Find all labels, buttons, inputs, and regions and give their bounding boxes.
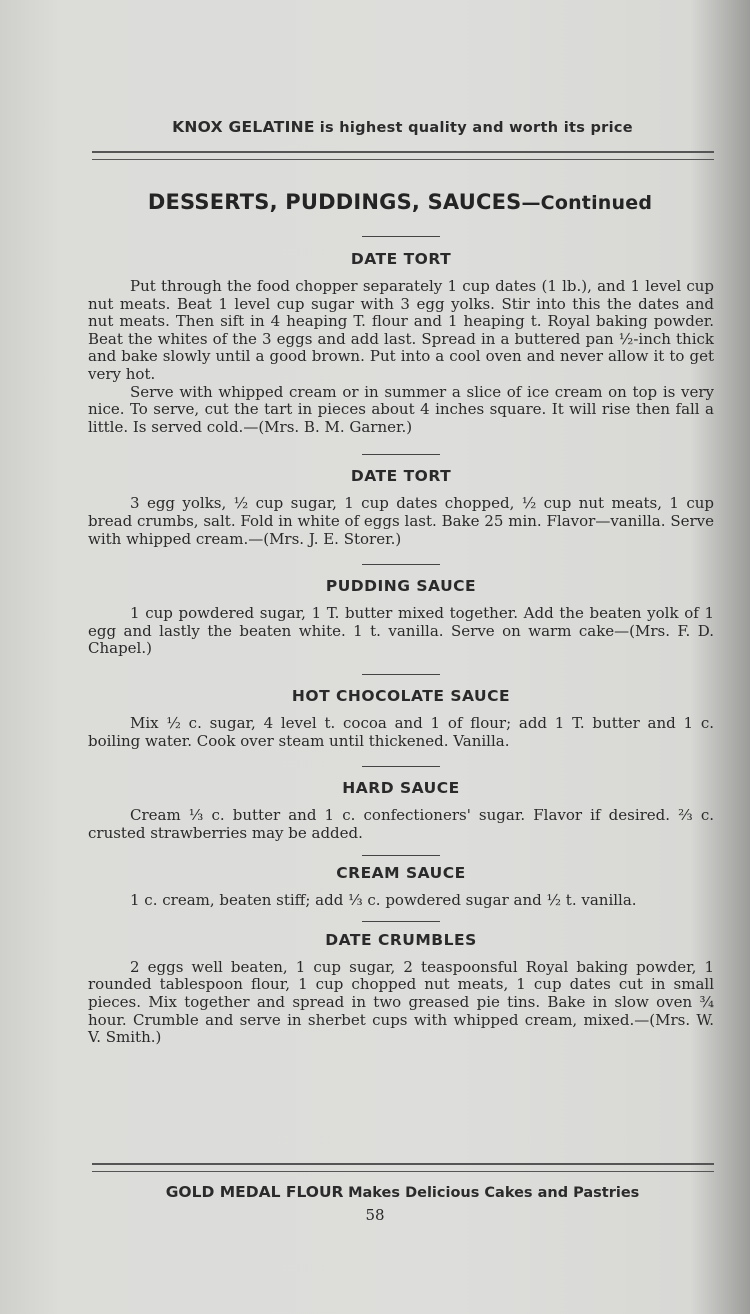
recipe-paragraph: Mix ½ c. sugar, 4 level t. cocoa and 1 of flour; add 1 T. butter and 1 c. boiling water. Cook over steam until thickened. Vanilla. (88, 713, 714, 750)
footer-tagline: Makes Delicious Cakes and Pastries (348, 1185, 640, 1201)
footer-rule (92, 1163, 714, 1172)
page-number: 58 (365, 1206, 385, 1224)
recipe-paragraph: 1 cup powdered sugar, 1 T. butter mixed together. Add the beaten yolk of 1 egg and lastly the beaten white. 1 t. vanilla. Serve on warm cake—(Mrs. F. D. Chapel.) (88, 604, 714, 658)
recipe-paragraph: 2 eggs well beaten, 1 cup sugar, 2 teaspoonsful Royal baking powder, 1 rounded tablespoon flour, 1 cup chopped nut meats, 1 cup dates cut in small pieces. Mix together and spread in two greased pie tins. Bake in slow oven ¾ hour. Crumble and serve in sherbet cups with whipped cream, mixed.—(Mrs. W. V. Smith.) (88, 957, 714, 1047)
recipe-divider (362, 855, 440, 856)
recipe-divider (362, 766, 440, 767)
recipe-title: DATE CRUMBLES (325, 930, 477, 949)
footer-banner (90, 1183, 715, 1201)
section-title-continued: —Continued (521, 192, 653, 214)
section-title (110, 190, 690, 214)
recipe-paragraph: Serve with whipped cream or in summer a slice of ice cream on top is very nice. To serve, cut the tart in pieces about 4 inches square. It will rise then fall a little. Is served cold.—(Mrs. B. M. Garner.) (88, 382, 714, 436)
recipe-title: PUDDING SAUCE (325, 577, 477, 596)
recipe-divider (362, 674, 440, 675)
recipe-divider (362, 564, 440, 565)
recipe-title: HOT CHOCOLATE SAUCE (291, 686, 511, 705)
recipe-title: DATE TORT (350, 250, 452, 268)
header-tagline: is highest quality and worth its price (319, 120, 633, 136)
header-banner (90, 118, 715, 136)
recipe-title: DATE TORT (350, 467, 452, 486)
recipe-list (88, 230, 714, 1047)
recipe-divider (362, 454, 440, 455)
section-title-main: DESSERTS, PUDDINGS, SAUCES (147, 190, 522, 214)
header-rule (92, 151, 714, 160)
header-brand: KNOX GELATINE (172, 118, 315, 136)
recipe-title: HARD SAUCE (342, 779, 460, 798)
recipe-divider (362, 236, 440, 237)
recipe-title: CREAM SAUCE (336, 864, 466, 883)
recipe-paragraph: 3 egg yolks, ½ cup sugar, 1 cup dates chopped, ½ cup nut meats, 1 cup bread crumbs, salt. Fold in white of eggs last. Bake 25 min. Flavor—vanilla. Serve with whipped cream.—(Mrs. J. E. Storer.) (88, 494, 714, 548)
recipe-divider (362, 921, 440, 922)
recipe-paragraph: Cream ⅓ c. butter and 1 c. confectioners' sugar. Flavor if desired. ⅔ c. crusted strawberries may be added. (88, 806, 714, 842)
recipe-paragraph: Put through the food chopper separately 1 cup dates (1 lb.), and 1 level cup nut meats. Beat 1 level cup sugar with 3 egg yolks. Stir into this the dates and nut meats. Then sift in 4 heaping T. flour and 1 heaping t. Royal baking powder. Beat the whites of the 3 eggs and add last. Spread in a buttered pan ½-inch thick and bake slowly until a good brown. Put into a cool oven and never allow it to get very hot. (88, 277, 714, 383)
recipe-paragraph: 1 c. cream, beaten stiff; add ⅓ c. powdered sugar and ½ t. vanilla. (130, 891, 637, 910)
footer-brand: GOLD MEDAL FLOUR (165, 1183, 344, 1201)
